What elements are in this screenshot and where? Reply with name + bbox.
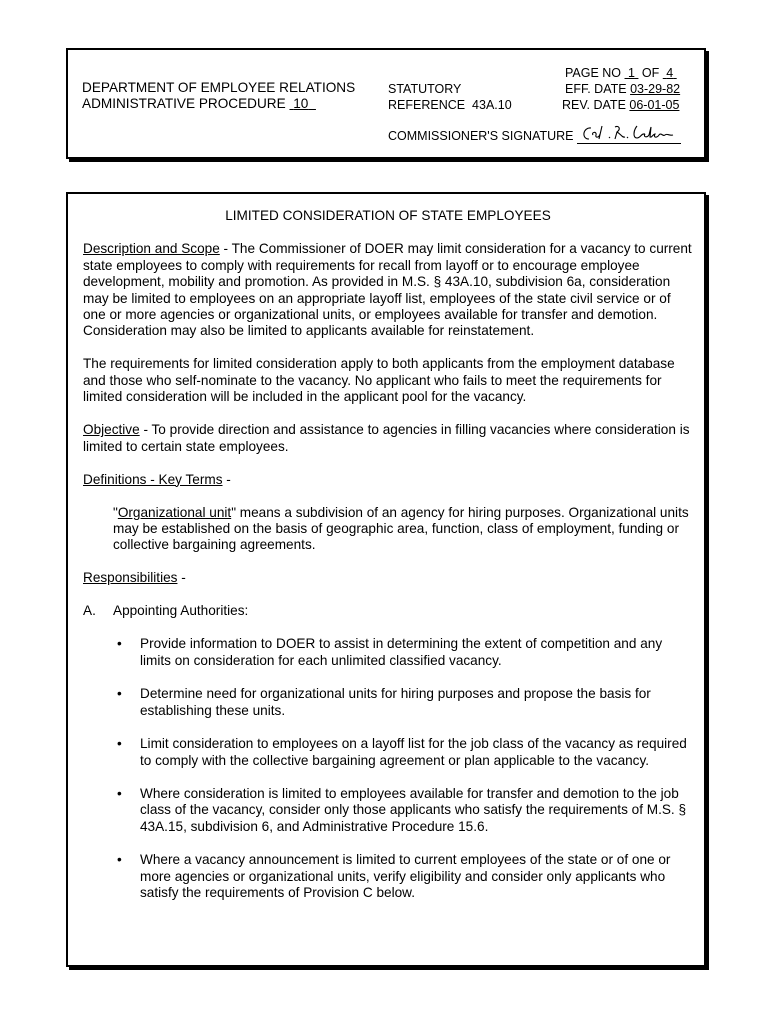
handwritten-signature-icon [579, 123, 679, 143]
section-a-title: Appointing Authorities: [113, 603, 249, 619]
eff-date-line [565, 81, 680, 97]
definitions-heading: Definitions - Key Terms [83, 471, 223, 487]
bullet-icon: • [117, 686, 122, 702]
responsibilities-heading: Responsibilities [83, 570, 178, 586]
description-heading: Description and Scope [83, 241, 220, 257]
of-label: OF [641, 66, 660, 80]
list-item: • Determine need for organizational units for hiring purposes and propose the basis for establishing these units. [117, 686, 651, 718]
statutory-label: STATUTORY [388, 82, 462, 96]
org-unit-term: Organizational unit [117, 504, 232, 520]
objective-heading: Objective [83, 422, 140, 438]
objective-paragraph [83, 422, 693, 455]
description-text: - The Commissioner of DOER may limit consideration for a vacancy to current state employees to comply with requirements for recall from layoff or to encourage employee development, mobility and promotion. As provided in M.S. § 43A.10, subdivision 6a, consideration may be limited to employees on an appropriate layoff list, employees of the state civil service or of one or more agencies or organizational units, or employees available for transfer and demotion. Consideration may also be limited to applicants available for reinstatement. [83, 241, 692, 339]
bullet-icon: • [117, 785, 122, 801]
responsibilities-heading-line: Responsibilities - [83, 570, 186, 586]
section-a-heading [83, 603, 693, 619]
page-label: PAGE NO [565, 66, 622, 80]
signature-line [388, 127, 681, 144]
eff-date-value: 03-29-82 [630, 82, 681, 96]
body-box [66, 192, 706, 967]
department-line: DEPARTMENT OF EMPLOYEE RELATIONS [82, 80, 356, 95]
objective-text: - To provide direction and assistance to agencies in filling vacancies where consideration is limited to certain state employees. [83, 422, 690, 454]
procedure-number: 10 [293, 96, 309, 111]
signature-label: COMMISSIONER'S SIGNATURE [388, 129, 574, 143]
org-unit-text: " means a subdivision of an agency for hiring purposes. Organizational units may be established on the basis of geographic area, function, class of employment, funding or collective bargaining agreements. [113, 504, 689, 553]
procedure-line [82, 96, 316, 112]
list-item: • Limit consideration to employees on a layoff list for the job class of the vacancy as required to comply with the collective bargaining agreement or plan applicable to the vacancy. [117, 736, 687, 768]
reference-value: 43A.10 [472, 98, 512, 112]
list-item: • Where a vacancy announcement is limited to current employees of the state or of one or more agencies or organizational units, verify eligibility and consider only applicants who satisfy the requirements of Provision C below. [117, 852, 671, 900]
bullet-icon: • [117, 736, 122, 752]
procedure-label: ADMINISTRATIVE PROCEDURE [82, 96, 286, 111]
description-paragraph [83, 241, 693, 339]
list-item: • Where consideration is limited to employees available for transfer and demotion to the job class of the vacancy, consider only those applicants who satisfy the requirements of M.S. § 43A.15, subdivision 6, and Administrative Procedure 15.6. [117, 785, 687, 834]
rev-date-value: 06-01-05 [629, 98, 680, 112]
bullet-icon: • [117, 636, 122, 652]
reference-line [388, 97, 512, 113]
document-content [83, 208, 693, 918]
header-box [66, 48, 706, 159]
bullet-icon: • [117, 852, 122, 868]
org-unit-definition: "Organizational unit" means a subdivision of an agency for hiring purposes. Organizational units may be established on the basis of geographic area, function, class of employment, funding or collective bargaining agreements. [113, 504, 689, 553]
rev-date-line [562, 97, 679, 113]
page-number: 1 [628, 66, 635, 80]
list-item: • Provide information to DOER to assist in determining the extent of competition and any limits on consideration for each unlimited classified vacancy. [117, 636, 663, 668]
page-total: 4 [666, 66, 674, 80]
rev-date-label: REV. DATE [562, 98, 626, 112]
signature-field [577, 127, 681, 144]
section-a-letter: A. [83, 603, 96, 619]
reference-label: REFERENCE [388, 98, 466, 112]
requirements-paragraph: The requirements for limited consideration apply to both applicants from the employment database and those who self-nominate to the vacancy. No applicant who fails to meet the requirements for limited consideration will be included in the applicant pool for the vacancy. [83, 356, 675, 405]
eff-date-label: EFF. DATE [565, 82, 627, 96]
definitions-heading-line: Definitions - Key Terms - [83, 471, 231, 487]
appointing-authorities-list [83, 636, 693, 901]
page-number-line [565, 65, 677, 81]
document-title: LIMITED CONSIDERATION OF STATE EMPLOYEES [225, 208, 551, 223]
